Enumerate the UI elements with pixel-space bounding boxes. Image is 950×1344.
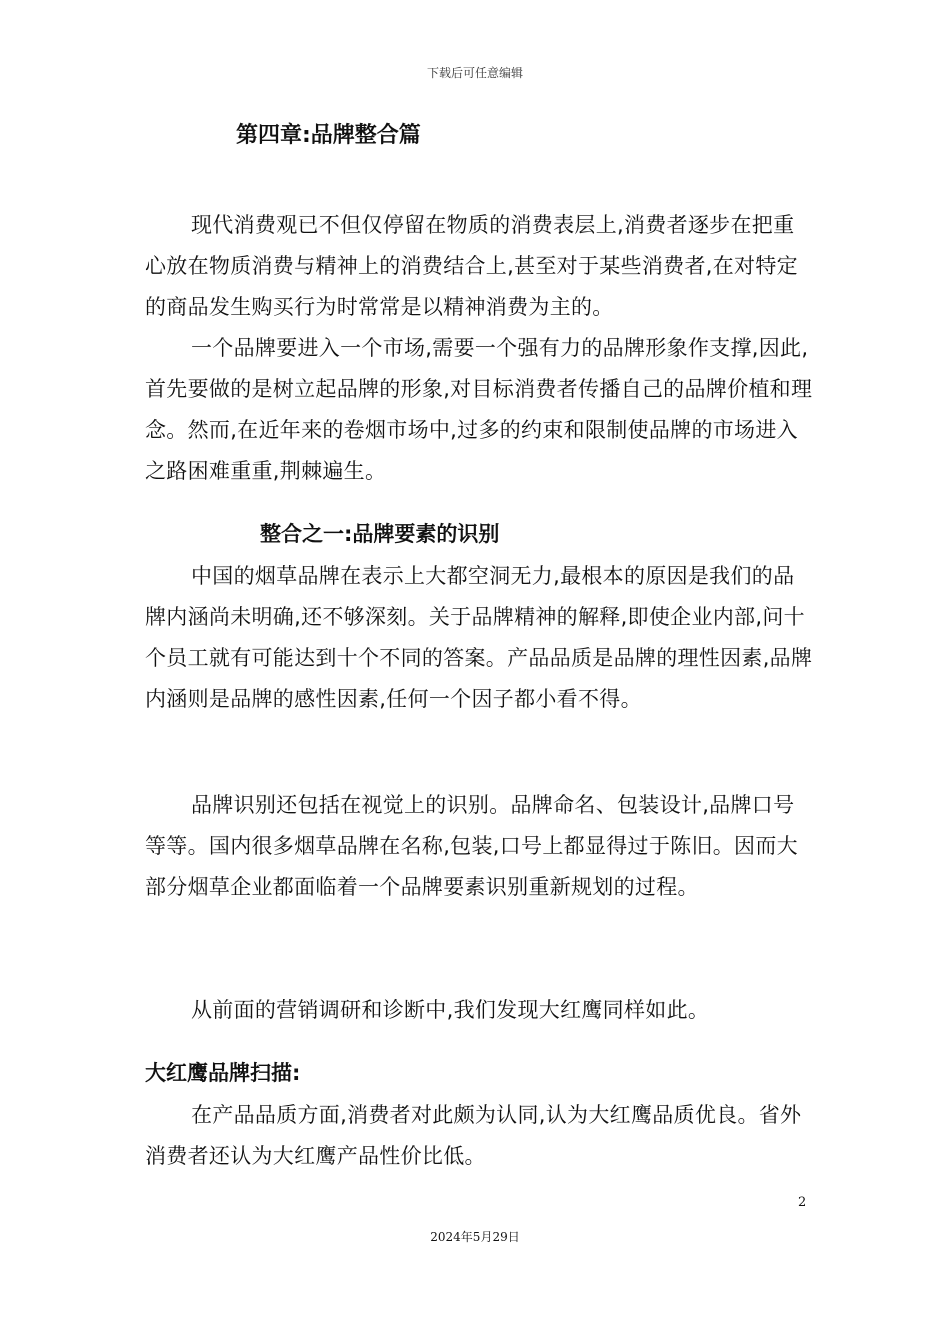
section-subtitle: 整合之一:品牌要素的识别 (260, 522, 500, 546)
paragraph-research-finding: 从前面的营销调研和诊断中,我们发现大红鹰同样如此。 (191, 998, 710, 1022)
chapter-title: 第四章:品牌整合篇 (236, 123, 421, 148)
paragraph-intro: 现代消费观已不但仅停留在物质的消费表层上,消费者逐步在把重心放在物质消费与精神上的消费结合上,甚至对于某些消费者,在对特定的商品发生购买行为时常常是以精神消费为主的。 (145, 213, 798, 319)
page-number: 2 (798, 1195, 807, 1210)
page-header-note: 下载后可任意编辑 (426, 66, 523, 80)
paragraph-brand-connotation: 中国的烟草品牌在表示上大都空洞无力,最根本的原因是我们的品牌内涵尚未明确,还不够深刻。关于品牌精神的解释,即使企业内部,问十个员工就有可能达到十个不同的答案。产品品质是品牌的理性因素,品牌内涵则是品牌的感性因素,任何一个因子都小看不得。 (145, 564, 813, 711)
paragraph-visual-identity: 品牌识别还包括在视觉上的识别。品牌命名、包装设计,品牌口号等等。国内很多烟草品牌在名称,包装,口号上都显得过于陈旧。因而大部分烟草企业都面临着一个品牌要素识别重新规划的过程。 (145, 793, 798, 899)
paragraph-brand-entry: 一个品牌要进入一个市场,需要一个强有力的品牌形象作支撑,因此,首先要做的是树立起品牌的形象,对目标消费者传播自己的品牌价植和理念。然而,在近年来的卷烟市场中,过多的约束和限制使品牌的市场进入之路困难重重,荆棘遍生。 (145, 336, 813, 483)
paragraph-product-quality: 在产品品质方面,消费者对此颇为认同,认为大红鹰品质优良。省外消费者还认为大红鹰产品性价比低。 (145, 1103, 802, 1168)
footer-date: 2024年5月29日 (430, 1230, 520, 1244)
section-heading-brand-scan: 大红鹰品牌扫描: (145, 1061, 301, 1085)
